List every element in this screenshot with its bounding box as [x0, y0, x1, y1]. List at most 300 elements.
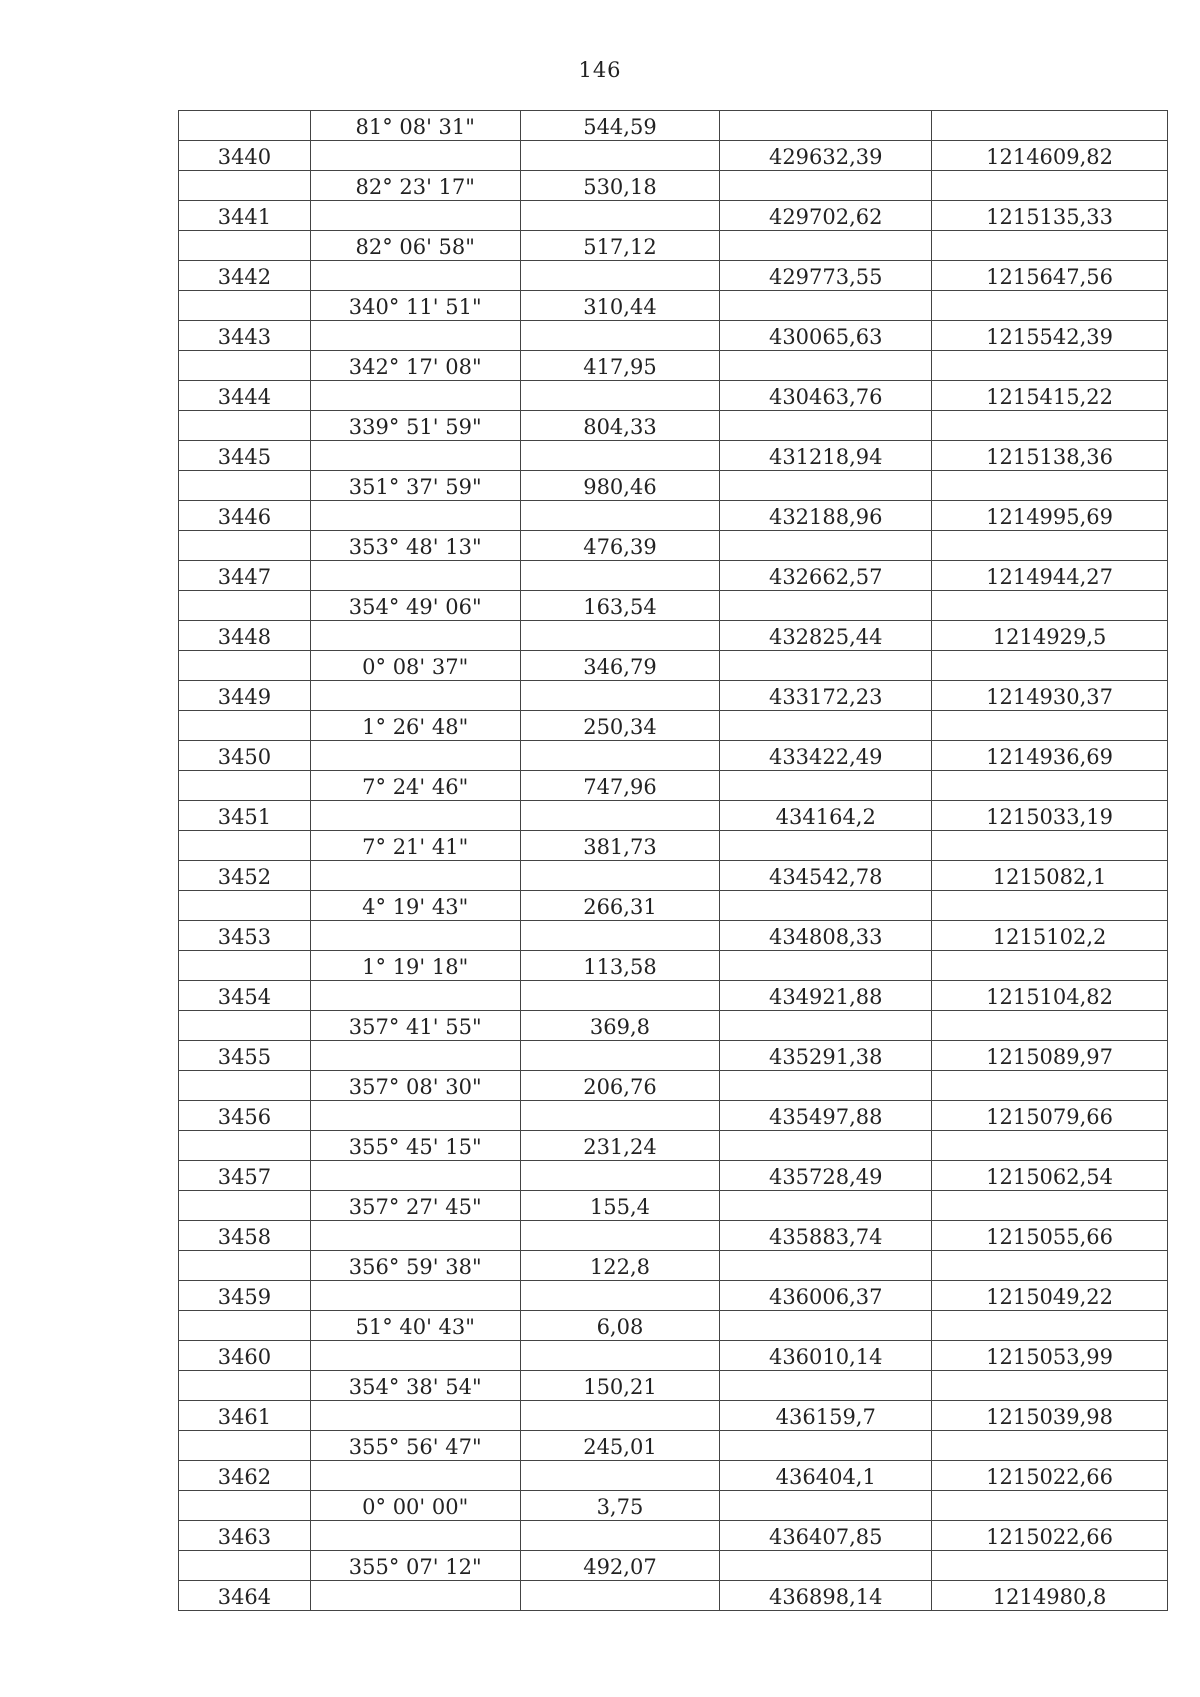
- point-cell-empty: [179, 831, 311, 861]
- distance-cell-empty: [520, 501, 720, 531]
- point-row: [179, 1221, 1168, 1251]
- distance-cell-empty: [520, 1581, 720, 1611]
- distance: 310,44: [520, 291, 720, 321]
- distance-cell-empty: [520, 381, 720, 411]
- x-cell-empty: [720, 1251, 932, 1281]
- leg-row: [179, 291, 1168, 321]
- distance-cell-empty: [520, 141, 720, 171]
- y-cell-empty: [932, 1071, 1168, 1101]
- x-coordinate: 436006,37: [720, 1281, 932, 1311]
- x-coordinate: 435883,74: [720, 1221, 932, 1251]
- leg-row: [179, 891, 1168, 921]
- y-cell-empty: [932, 951, 1168, 981]
- angle-cell-empty: [310, 1161, 520, 1191]
- y-cell-empty: [932, 591, 1168, 621]
- leg-row: [179, 1071, 1168, 1101]
- point-id: 3464: [179, 1581, 311, 1611]
- y-coordinate: 1214930,37: [932, 681, 1168, 711]
- x-cell-empty: [720, 1191, 932, 1221]
- point-row: [179, 1101, 1168, 1131]
- angle-cell-empty: [310, 1041, 520, 1071]
- bearing-angle: 339° 51' 59": [310, 411, 520, 441]
- x-cell-empty: [720, 351, 932, 381]
- bearing-angle: 7° 21' 41": [310, 831, 520, 861]
- distance-cell-empty: [520, 261, 720, 291]
- distance-cell-empty: [520, 1161, 720, 1191]
- y-cell-empty: [932, 891, 1168, 921]
- angle-cell-empty: [310, 861, 520, 891]
- point-cell-empty: [179, 711, 311, 741]
- leg-row: [179, 1191, 1168, 1221]
- bearing-angle: 1° 19' 18": [310, 951, 520, 981]
- y-coordinate: 1215104,82: [932, 981, 1168, 1011]
- bearing-angle: 355° 45' 15": [310, 1131, 520, 1161]
- angle-cell-empty: [310, 321, 520, 351]
- bearing-angle: 4° 19' 43": [310, 891, 520, 921]
- x-coordinate: 430463,76: [720, 381, 932, 411]
- distance: 6,08: [520, 1311, 720, 1341]
- leg-row: [179, 1371, 1168, 1401]
- point-cell-empty: [179, 1071, 311, 1101]
- x-cell-empty: [720, 651, 932, 681]
- leg-row: [179, 1491, 1168, 1521]
- point-row: [179, 141, 1168, 171]
- x-cell-empty: [720, 771, 932, 801]
- bearing-angle: 356° 59' 38": [310, 1251, 520, 1281]
- y-coordinate: 1215415,22: [932, 381, 1168, 411]
- y-coordinate: 1215082,1: [932, 861, 1168, 891]
- angle-cell-empty: [310, 561, 520, 591]
- distance: 231,24: [520, 1131, 720, 1161]
- distance-cell-empty: [520, 741, 720, 771]
- y-cell-empty: [932, 411, 1168, 441]
- y-coordinate: 1214936,69: [932, 741, 1168, 771]
- point-row: [179, 1341, 1168, 1371]
- distance: 747,96: [520, 771, 720, 801]
- point-row: [179, 1521, 1168, 1551]
- angle-cell-empty: [310, 141, 520, 171]
- distance: 417,95: [520, 351, 720, 381]
- x-cell-empty: [720, 1071, 932, 1101]
- x-cell-empty: [720, 1011, 932, 1041]
- bearing-angle: 342° 17' 08": [310, 351, 520, 381]
- distance: 369,8: [520, 1011, 720, 1041]
- x-cell-empty: [720, 471, 932, 501]
- point-row: [179, 681, 1168, 711]
- y-cell-empty: [932, 1191, 1168, 1221]
- point-cell-empty: [179, 651, 311, 681]
- angle-cell-empty: [310, 1461, 520, 1491]
- point-row: [179, 741, 1168, 771]
- x-coordinate: 430065,63: [720, 321, 932, 351]
- x-cell-empty: [720, 171, 932, 201]
- distance-cell-empty: [520, 1101, 720, 1131]
- point-row: [179, 861, 1168, 891]
- point-id: 3450: [179, 741, 311, 771]
- x-coordinate: 434164,2: [720, 801, 932, 831]
- x-cell-empty: [720, 1491, 932, 1521]
- leg-row: [179, 1551, 1168, 1581]
- point-id: 3456: [179, 1101, 311, 1131]
- bearing-angle: 354° 49' 06": [310, 591, 520, 621]
- point-cell-empty: [179, 1491, 311, 1521]
- point-cell-empty: [179, 351, 311, 381]
- distance-cell-empty: [520, 1041, 720, 1071]
- leg-row: [179, 711, 1168, 741]
- point-row: [179, 441, 1168, 471]
- x-cell-empty: [720, 891, 932, 921]
- distance-cell-empty: [520, 321, 720, 351]
- x-coordinate: 429773,55: [720, 261, 932, 291]
- point-id: 3444: [179, 381, 311, 411]
- point-id: 3459: [179, 1281, 311, 1311]
- angle-cell-empty: [310, 261, 520, 291]
- leg-row: [179, 1251, 1168, 1281]
- distance: 245,01: [520, 1431, 720, 1461]
- x-coordinate: 432188,96: [720, 501, 932, 531]
- angle-cell-empty: [310, 801, 520, 831]
- y-cell-empty: [932, 651, 1168, 681]
- leg-row: [179, 531, 1168, 561]
- bearing-angle: 0° 08' 37": [310, 651, 520, 681]
- x-cell-empty: [720, 711, 932, 741]
- x-coordinate: 436010,14: [720, 1341, 932, 1371]
- point-cell-empty: [179, 291, 311, 321]
- y-coordinate: 1215033,19: [932, 801, 1168, 831]
- distance-cell-empty: [520, 861, 720, 891]
- point-row: [179, 981, 1168, 1011]
- angle-cell-empty: [310, 501, 520, 531]
- point-cell-empty: [179, 891, 311, 921]
- point-cell-empty: [179, 951, 311, 981]
- y-cell-empty: [932, 231, 1168, 261]
- leg-row: [179, 651, 1168, 681]
- distance-cell-empty: [520, 1401, 720, 1431]
- leg-row: [179, 1431, 1168, 1461]
- distance: 517,12: [520, 231, 720, 261]
- y-coordinate: 1214944,27: [932, 561, 1168, 591]
- point-cell-empty: [179, 1131, 311, 1161]
- distance-cell-empty: [520, 561, 720, 591]
- y-cell-empty: [932, 1131, 1168, 1161]
- y-coordinate: 1215022,66: [932, 1461, 1168, 1491]
- angle-cell-empty: [310, 1281, 520, 1311]
- leg-row: [179, 171, 1168, 201]
- point-cell-empty: [179, 771, 311, 801]
- x-cell-empty: [720, 1131, 932, 1161]
- distance: 530,18: [520, 171, 720, 201]
- angle-cell-empty: [310, 1341, 520, 1371]
- y-cell-empty: [932, 1251, 1168, 1281]
- bearing-angle: 351° 37' 59": [310, 471, 520, 501]
- bearing-angle: 0° 00' 00": [310, 1491, 520, 1521]
- distance-cell-empty: [520, 681, 720, 711]
- point-row: [179, 381, 1168, 411]
- angle-cell-empty: [310, 1101, 520, 1131]
- x-cell-empty: [720, 291, 932, 321]
- x-coordinate: 436407,85: [720, 1521, 932, 1551]
- x-coordinate: 429702,62: [720, 201, 932, 231]
- point-row: [179, 1581, 1168, 1611]
- leg-row: [179, 1311, 1168, 1341]
- x-cell-empty: [720, 1311, 932, 1341]
- y-cell-empty: [932, 171, 1168, 201]
- angle-cell-empty: [310, 1581, 520, 1611]
- leg-row: [179, 351, 1168, 381]
- distance-cell-empty: [520, 1461, 720, 1491]
- x-cell-empty: [720, 411, 932, 441]
- leg-row: [179, 471, 1168, 501]
- point-id: 3453: [179, 921, 311, 951]
- x-cell-empty: [720, 231, 932, 261]
- distance-cell-empty: [520, 1341, 720, 1371]
- point-cell-empty: [179, 1011, 311, 1041]
- y-coordinate: 1215138,36: [932, 441, 1168, 471]
- bearing-angle: 51° 40' 43": [310, 1311, 520, 1341]
- distance-cell-empty: [520, 201, 720, 231]
- point-row: [179, 501, 1168, 531]
- point-row: [179, 621, 1168, 651]
- point-cell-empty: [179, 1551, 311, 1581]
- y-cell-empty: [932, 1431, 1168, 1461]
- bearing-angle: 7° 24' 46": [310, 771, 520, 801]
- point-id: 3461: [179, 1401, 311, 1431]
- point-row: [179, 321, 1168, 351]
- point-id: 3443: [179, 321, 311, 351]
- x-coordinate: 434542,78: [720, 861, 932, 891]
- point-id: 3445: [179, 441, 311, 471]
- bearing-angle: 82° 06' 58": [310, 231, 520, 261]
- coordinates-table: [178, 110, 1168, 1611]
- x-coordinate: 436159,7: [720, 1401, 932, 1431]
- point-row: [179, 801, 1168, 831]
- point-id: 3462: [179, 1461, 311, 1491]
- point-cell-empty: [179, 531, 311, 561]
- y-coordinate: 1214609,82: [932, 141, 1168, 171]
- y-coordinate: 1215135,33: [932, 201, 1168, 231]
- distance: 163,54: [520, 591, 720, 621]
- point-id: 3446: [179, 501, 311, 531]
- y-coordinate: 1215647,56: [932, 261, 1168, 291]
- point-row: [179, 1041, 1168, 1071]
- x-coordinate: 429632,39: [720, 141, 932, 171]
- y-cell-empty: [932, 531, 1168, 561]
- point-id: 3448: [179, 621, 311, 651]
- leg-row: [179, 231, 1168, 261]
- distance: 492,07: [520, 1551, 720, 1581]
- y-coordinate: 1215542,39: [932, 321, 1168, 351]
- distance: 381,73: [520, 831, 720, 861]
- angle-cell-empty: [310, 381, 520, 411]
- distance: 476,39: [520, 531, 720, 561]
- y-cell-empty: [932, 291, 1168, 321]
- x-cell-empty: [720, 531, 932, 561]
- angle-cell-empty: [310, 981, 520, 1011]
- bearing-angle: 357° 08' 30": [310, 1071, 520, 1101]
- point-id: 3451: [179, 801, 311, 831]
- point-cell-empty: [179, 171, 311, 201]
- y-cell-empty: [932, 1371, 1168, 1401]
- page-number: 146: [578, 58, 622, 82]
- angle-cell-empty: [310, 1221, 520, 1251]
- distance-cell-empty: [520, 1221, 720, 1251]
- bearing-angle: 82° 23' 17": [310, 171, 520, 201]
- point-id: 3447: [179, 561, 311, 591]
- point-id: 3460: [179, 1341, 311, 1371]
- y-cell-empty: [932, 831, 1168, 861]
- y-coordinate: 1215049,22: [932, 1281, 1168, 1311]
- y-cell-empty: [932, 1551, 1168, 1581]
- x-coordinate: 435728,49: [720, 1161, 932, 1191]
- point-cell-empty: [179, 1311, 311, 1341]
- point-id: 3441: [179, 201, 311, 231]
- y-cell-empty: [932, 711, 1168, 741]
- point-id: 3440: [179, 141, 311, 171]
- point-id: 3452: [179, 861, 311, 891]
- point-row: [179, 1161, 1168, 1191]
- point-id: 3455: [179, 1041, 311, 1071]
- point-row: [179, 1281, 1168, 1311]
- point-cell-empty: [179, 231, 311, 261]
- distance: 250,34: [520, 711, 720, 741]
- point-id: 3442: [179, 261, 311, 291]
- distance-cell-empty: [520, 621, 720, 651]
- distance: 266,31: [520, 891, 720, 921]
- leg-row: [179, 831, 1168, 861]
- x-cell-empty: [720, 1551, 932, 1581]
- x-coordinate: 435291,38: [720, 1041, 932, 1071]
- x-coordinate: 435497,88: [720, 1101, 932, 1131]
- angle-cell-empty: [310, 1521, 520, 1551]
- angle-cell-empty: [310, 1401, 520, 1431]
- point-cell-empty: [179, 1191, 311, 1221]
- distance-cell-empty: [520, 921, 720, 951]
- distance: 3,75: [520, 1491, 720, 1521]
- y-cell-empty: [932, 1311, 1168, 1341]
- angle-cell-empty: [310, 681, 520, 711]
- point-cell-empty: [179, 411, 311, 441]
- x-cell-empty: [720, 1431, 932, 1461]
- distance-cell-empty: [520, 801, 720, 831]
- angle-cell-empty: [310, 441, 520, 471]
- distance-cell-empty: [520, 1521, 720, 1551]
- point-cell-empty: [179, 471, 311, 501]
- distance: 980,46: [520, 471, 720, 501]
- distance: 150,21: [520, 1371, 720, 1401]
- point-row: [179, 261, 1168, 291]
- distance-cell-empty: [520, 1281, 720, 1311]
- bearing-angle: 355° 56' 47": [310, 1431, 520, 1461]
- x-coordinate: 433172,23: [720, 681, 932, 711]
- x-coordinate: 436898,14: [720, 1581, 932, 1611]
- y-coordinate: 1215079,66: [932, 1101, 1168, 1131]
- distance: 804,33: [520, 411, 720, 441]
- distance: 544,59: [520, 111, 720, 141]
- distance: 122,8: [520, 1251, 720, 1281]
- bearing-angle: 357° 27' 45": [310, 1191, 520, 1221]
- x-cell-empty: [720, 111, 932, 141]
- y-coordinate: 1215089,97: [932, 1041, 1168, 1071]
- y-coordinate: 1215102,2: [932, 921, 1168, 951]
- distance: 206,76: [520, 1071, 720, 1101]
- point-id: 3457: [179, 1161, 311, 1191]
- point-id: 3449: [179, 681, 311, 711]
- y-coordinate: 1215039,98: [932, 1401, 1168, 1431]
- y-cell-empty: [932, 771, 1168, 801]
- x-coordinate: 434921,88: [720, 981, 932, 1011]
- bearing-angle: 357° 41' 55": [310, 1011, 520, 1041]
- x-coordinate: 432662,57: [720, 561, 932, 591]
- angle-cell-empty: [310, 621, 520, 651]
- bearing-angle: 340° 11' 51": [310, 291, 520, 321]
- leg-row: [179, 771, 1168, 801]
- leg-row: [179, 591, 1168, 621]
- leg-row: [179, 1011, 1168, 1041]
- distance: 155,4: [520, 1191, 720, 1221]
- point-row: [179, 201, 1168, 231]
- point-cell-empty: [179, 1431, 311, 1461]
- y-coordinate: 1214980,8: [932, 1581, 1168, 1611]
- point-cell-empty: [179, 591, 311, 621]
- point-id: 3454: [179, 981, 311, 1011]
- y-coordinate: 1215022,66: [932, 1521, 1168, 1551]
- point-id: 3463: [179, 1521, 311, 1551]
- leg-row: [179, 1131, 1168, 1161]
- point-id: 3458: [179, 1221, 311, 1251]
- x-coordinate: 431218,94: [720, 441, 932, 471]
- bearing-angle: 353° 48' 13": [310, 531, 520, 561]
- y-cell-empty: [932, 1011, 1168, 1041]
- point-cell-empty: [179, 111, 311, 141]
- point-row: [179, 1461, 1168, 1491]
- y-coordinate: 1215055,66: [932, 1221, 1168, 1251]
- distance: 113,58: [520, 951, 720, 981]
- y-cell-empty: [932, 351, 1168, 381]
- leg-row: [179, 951, 1168, 981]
- x-coordinate: 434808,33: [720, 921, 932, 951]
- angle-cell-empty: [310, 921, 520, 951]
- y-coordinate: 1214929,5: [932, 621, 1168, 651]
- x-coordinate: 433422,49: [720, 741, 932, 771]
- y-cell-empty: [932, 1491, 1168, 1521]
- y-cell-empty: [932, 471, 1168, 501]
- y-coordinate: 1214995,69: [932, 501, 1168, 531]
- angle-cell-empty: [310, 741, 520, 771]
- point-row: [179, 921, 1168, 951]
- bearing-angle: 354° 38' 54": [310, 1371, 520, 1401]
- x-coordinate: 436404,1: [720, 1461, 932, 1491]
- y-coordinate: 1215062,54: [932, 1161, 1168, 1191]
- coordinates-table-body: [179, 111, 1168, 1611]
- point-cell-empty: [179, 1371, 311, 1401]
- point-cell-empty: [179, 1251, 311, 1281]
- x-cell-empty: [720, 951, 932, 981]
- x-cell-empty: [720, 831, 932, 861]
- bearing-angle: 81° 08' 31": [310, 111, 520, 141]
- point-row: [179, 561, 1168, 591]
- distance: 346,79: [520, 651, 720, 681]
- distance-cell-empty: [520, 981, 720, 1011]
- x-cell-empty: [720, 1371, 932, 1401]
- leg-row: [179, 411, 1168, 441]
- y-cell-empty: [932, 111, 1168, 141]
- angle-cell-empty: [310, 201, 520, 231]
- point-row: [179, 1401, 1168, 1431]
- bearing-angle: 1° 26' 48": [310, 711, 520, 741]
- distance-cell-empty: [520, 441, 720, 471]
- leg-row: [179, 111, 1168, 141]
- x-coordinate: 432825,44: [720, 621, 932, 651]
